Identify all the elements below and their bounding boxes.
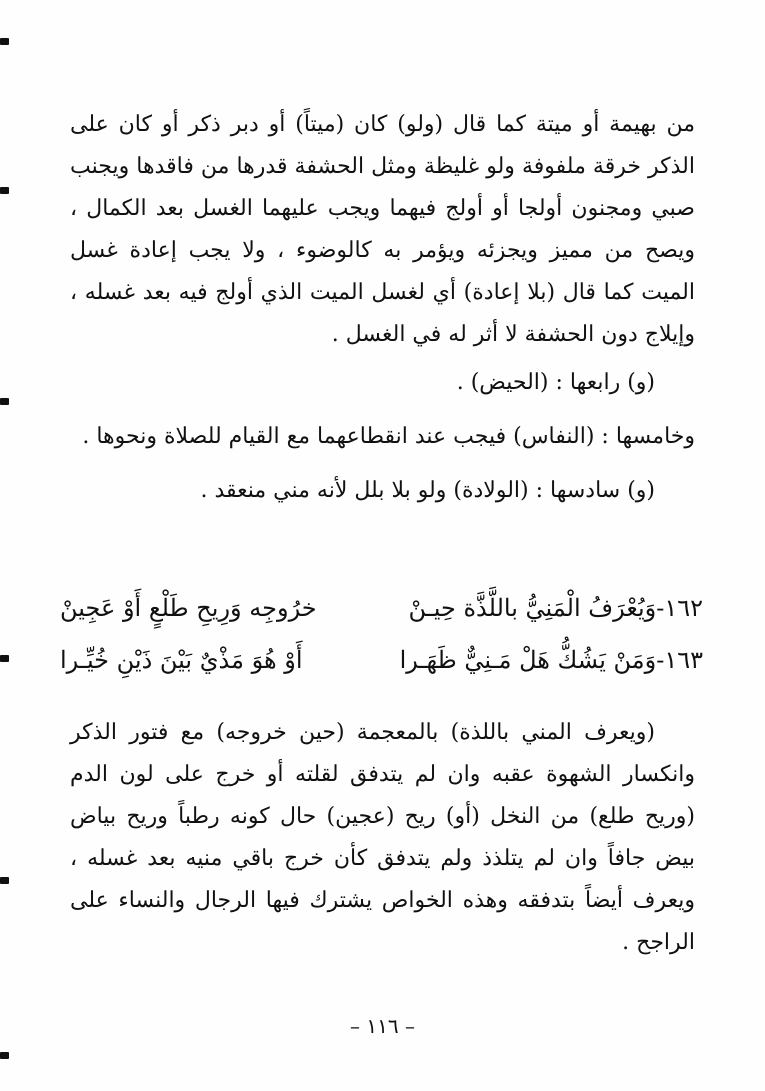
verse-163 (60, 646, 703, 692)
verse-second-hemistich: خرُوجِه وَرِيحِ طَلْعٍ أَوْ عَجِينْ (60, 594, 317, 622)
page-number: – ١١٦ – (350, 1014, 415, 1038)
upper-text-block (70, 104, 695, 512)
binding-mark (0, 38, 9, 45)
lower-text-block (70, 712, 695, 964)
paragraph-commentary: (ويعرف المني باللذة) بالمعجمة (حين خروجه) مع فتور الذكر وانكسار الشهوة عقبه وان لم يتدفق لقلته أو خرج على لون الدم (وريح طلع) من النخل (أو) ريح (عجين) حال كونه رطباً وريح بياض بيض جافاً وان لم يتلذذ ولم يتدفق كأن خرج باقي منيه بعد غسله ، ويعرف أيضاً بتدفقه وهذه الخواص يشترك فيها الرجال والنساء على الراجح . (70, 720, 695, 955)
binding-mark (0, 1052, 9, 1059)
verse-first-hemistich: ١٦٢-وَيُعْرَفُ الْمَنِيُّ باللَّذَّة حِيـنْ (408, 594, 703, 622)
paragraph-continuation: من بهيمة أو ميتة كما قال (ولو) كان (ميتاً) أو دبر ذكر أو كان على الذكر خرقة ملفوفة ولو غليظة ومثل الحشفة قدرها من فاقدها ويجنب صبي ومجنون أولجا أو أولج فيهما ويجب عليهما الغسل بعد الكمال ، ويصح من مميز ويجزئه ويؤمر به كالوضوء ، ولا يجب إعادة غسل الميت كما قال (بلا إعادة) أي لغسل الميت الذي أولج فيه بعد غسله ، وإيلاج دون الحشفة لا أثر له في الغسل . (70, 112, 695, 347)
paragraph-item-4: (و) رابعها : (الحيض) . (456, 370, 655, 395)
binding-mark (0, 655, 9, 662)
binding-mark (0, 877, 9, 884)
paragraph-item-6: (و) سادسها : (الولادة) ولو بلا بلل لأنه مني منعقد . (200, 478, 655, 503)
verse-second-hemistich: أَوْ هُوَ مَذْيٌ بَيْنَ ذَيْنِ خُيِّـرا (60, 646, 303, 674)
binding-mark (0, 187, 9, 194)
verse-first-hemistich: ١٦٣-وَمَنْ يَشُكُّ هَلْ مَـنِيٌّ ظَهَـرا (399, 646, 703, 674)
paragraph-item-5: وخامسها : (النفاس) فيجب عند انقطاعهما مع القيام للصلاة ونحوها . (82, 424, 695, 449)
verse-162 (60, 594, 703, 640)
binding-mark (0, 398, 9, 405)
